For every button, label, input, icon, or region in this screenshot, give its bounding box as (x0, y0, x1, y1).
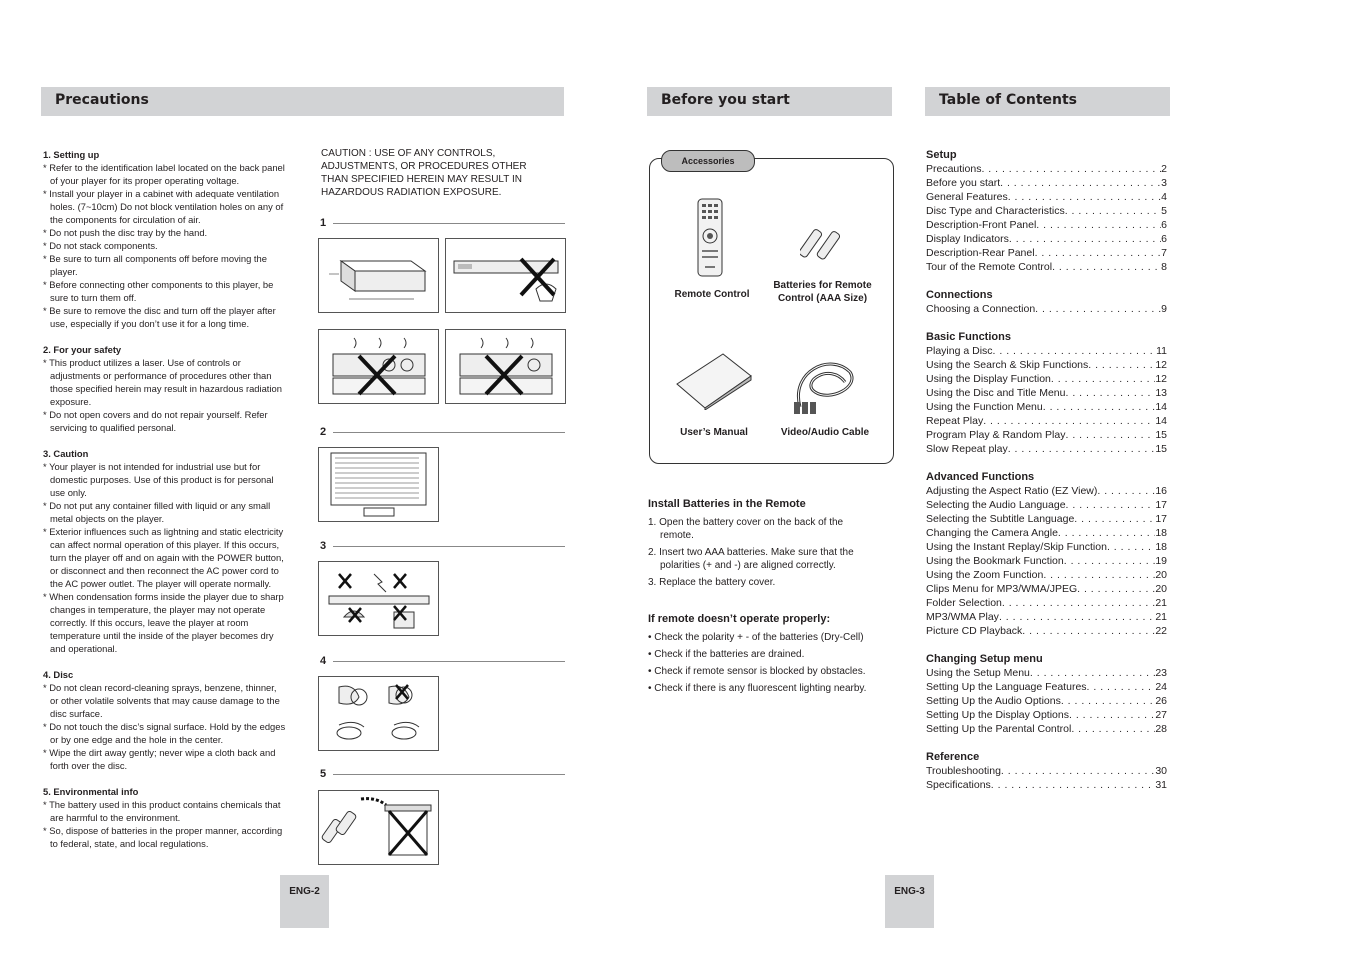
users-manual-label: User’s Manual (680, 427, 748, 438)
toc-entry-page: 6 (1161, 219, 1167, 231)
toc-entry-page: 14 (1155, 415, 1167, 427)
page-number-left (280, 875, 329, 928)
toc-entry-page: 18 (1155, 527, 1167, 539)
remote-checks-list (648, 631, 883, 699)
toc-entry-title: Playing a Disc (926, 345, 993, 357)
exterior-influences-illustration (318, 561, 439, 636)
install-step: 2. Insert two AAA batteries. Make sure that the polarities (+ and -) are aligned correctly. (648, 547, 854, 571)
toc-entry[interactable] (926, 246, 1167, 260)
toc-entry[interactable] (926, 680, 1167, 694)
toc-entry[interactable] (926, 540, 1167, 554)
precautions-header (41, 87, 564, 116)
toc-entry-title: Precautions (926, 163, 982, 175)
toc-entry[interactable] (926, 526, 1167, 540)
toc-dot-leader (1071, 722, 1155, 736)
precaution-item: * So, dispose of batteries in the proper manner, according to federal, state, and local regulations. (43, 825, 283, 849)
toc-entry-title: Slow Repeat play (926, 443, 1008, 455)
remote-check-item: • Check if remote sensor is blocked by obstacles. (648, 666, 866, 677)
toc-entry-page: 27 (1155, 709, 1167, 721)
page-number-right-text: ENG-3 (894, 886, 925, 897)
toc-entry-title: Selecting the Subtitle Language (926, 513, 1075, 525)
toc-dot-leader (1061, 694, 1155, 708)
toc-entry-title: Clips Menu for MP3/WMA/JPEG (926, 583, 1078, 595)
toc-entry-title: Setting Up the Language Features (926, 681, 1087, 693)
toc-entry-page: 21 (1155, 597, 1167, 609)
cabinet-ventilation-illustration (318, 238, 439, 313)
disc-handling-illustration (318, 676, 439, 751)
toc-entry[interactable] (926, 582, 1167, 596)
stacking-prohibited-illustration (318, 329, 439, 404)
toc-entry[interactable] (926, 260, 1167, 274)
toc-section-heading: Advanced Functions (926, 471, 1035, 483)
toc-entry-page: 23 (1155, 667, 1167, 679)
toc-entry-page: 20 (1155, 583, 1167, 595)
toc-entry-page: 31 (1155, 779, 1167, 791)
precaution-item: * When condensation forms inside the player due to sharp changes in temperature, the player may not operate correctly. If this occurs, leave the player at room temperature until the inside of the player becomes dry and operational. (43, 591, 284, 654)
precaution-item: * Exterior influences such as lightning and static electricity can affect normal operation of this player. If this occurs, turn the player off and on again with the POWER button, or disconnect and then reconnect the AC power cord to the AC power outlet. The player will operate normally. (43, 526, 284, 589)
toc-entry-title: Setting Up the Display Options (926, 709, 1069, 721)
remote-check-item: • Check the polarity + - of the batteries (Dry-Cell) (648, 632, 864, 643)
toc-entry-title: Before you start (926, 177, 1001, 189)
toc-entry-title: Description-Rear Panel (926, 247, 1035, 259)
install-steps-list (648, 516, 873, 593)
toc-entry[interactable] (926, 722, 1167, 736)
toc-dot-leader (1008, 190, 1161, 204)
toc-entry[interactable] (926, 568, 1167, 582)
toc-dot-leader (1087, 680, 1156, 694)
toc-dot-leader (1035, 302, 1161, 316)
page-number-left-text: ENG-2 (289, 886, 320, 897)
batteries-label: Batteries for Remote Control (AAA Size) (773, 280, 872, 304)
toc-entry[interactable] (926, 778, 1167, 792)
toc-dot-leader (1097, 484, 1155, 498)
toc-dot-leader (1069, 708, 1155, 722)
toc-entry[interactable] (926, 708, 1167, 722)
toc-entry-page: 20 (1155, 569, 1167, 581)
precaution-item: * Install your player in a cabinet with adequate ventilation holes. (7~10cm) Do not block ventilation holes on any of the components for circulation of air. (43, 188, 284, 225)
toc-entry-title: Choosing a Connection (926, 303, 1036, 315)
toc-entry[interactable] (926, 344, 1167, 358)
toc-dot-leader (1077, 582, 1155, 596)
toc-dot-leader (1052, 260, 1161, 274)
accessories-tab: Accessories (661, 150, 755, 172)
battery-disposal-illustration (318, 790, 439, 865)
toc-dot-leader (1064, 554, 1156, 568)
toc-entry-title: Repeat Play (926, 415, 984, 427)
precaution-section-title: 2. For your safety (43, 344, 122, 355)
toc-dot-leader (1065, 386, 1155, 400)
toc-dot-leader (1058, 526, 1155, 540)
precaution-item: * Do not open covers and do not repair yourself. Refer servicing to qualified personal. (43, 409, 268, 433)
precaution-section-title: 5. Environmental info (43, 786, 139, 797)
toc-entry[interactable] (926, 414, 1167, 428)
toc-entry-page: 15 (1155, 443, 1167, 455)
toc-section-heading: Connections (926, 289, 993, 301)
toc-dot-leader (1043, 400, 1156, 414)
precaution-item: * The battery used in this product contains chemicals that are harmful to the environment. (43, 799, 281, 823)
toc-dot-leader (993, 344, 1157, 358)
toc-entry-page: 17 (1155, 513, 1167, 525)
toc-entry[interactable] (926, 610, 1167, 624)
toc-entry[interactable] (926, 400, 1167, 414)
stacking-prohibited-illustration (445, 329, 566, 404)
precaution-item: * Before connecting other components to this player, be sure to turn them off. (43, 279, 274, 303)
toc-entry[interactable] (926, 512, 1167, 526)
precaution-section-title: 3. Caution (43, 448, 89, 459)
toc-entry-page: 5 (1161, 205, 1167, 217)
toc-entry[interactable] (926, 218, 1167, 232)
toc-entry[interactable] (926, 764, 1167, 778)
toc-dot-leader (1074, 512, 1155, 526)
toc-entry[interactable] (926, 694, 1167, 708)
precaution-item: * This product utilizes a laser. Use of controls or adjustments or performance of procedures other than those specified herein may result in hazardous radiation exposure. (43, 357, 282, 407)
toc-dot-leader (991, 778, 1156, 792)
toc-entry-title: Using the Instant Replay/Skip Function (926, 541, 1107, 553)
toc-entry-title: Disc Type and Characteristics (926, 205, 1065, 217)
precaution-item: * Be sure to remove the disc and turn off the player after use, especially if you don’t use it for a long time. (43, 305, 276, 329)
toc-dot-leader (1001, 764, 1155, 778)
toc-dot-leader (1107, 540, 1155, 554)
figure-number-4: 4 (320, 655, 327, 667)
precaution-item: * Do not touch the disc’s signal surface. Hold by the edges or by one edge and the hole in the center. (43, 721, 286, 745)
toc-entry-page: 7 (1161, 247, 1167, 259)
figure-number-3: 3 (320, 540, 327, 552)
toc-entry-page: 21 (1155, 611, 1167, 623)
figure-divider (333, 546, 565, 547)
toc-entry[interactable] (926, 190, 1167, 204)
install-step: 3. Replace the battery cover. (648, 577, 776, 588)
remote-check-item: • Check if the batteries are drained. (648, 649, 805, 660)
toc-entry[interactable] (926, 442, 1167, 456)
toc-entry-page: 24 (1155, 681, 1167, 693)
toc-entry-title: Setting Up the Audio Options (926, 695, 1061, 707)
accessories-panel (649, 158, 894, 464)
precaution-item: * Wipe the dirt away gently; never wipe a cloth back and forth over the disc. (43, 747, 276, 771)
toc-entry[interactable] (926, 372, 1167, 386)
toc-entry-page: 14 (1155, 401, 1167, 413)
toc-entry-page: 9 (1161, 303, 1167, 315)
toc-entry-title: Using the Setup Menu (926, 667, 1030, 679)
toc-entry[interactable] (926, 232, 1167, 246)
toc-dot-leader (1088, 358, 1155, 372)
toc-entry-title: Description-Front Panel (926, 219, 1037, 231)
precaution-item: * Do not push the disc tray by the hand. (43, 227, 208, 238)
remote-control-image (696, 198, 726, 278)
before-you-start-title: Before you start (661, 92, 790, 108)
toc-entry-page: 17 (1155, 499, 1167, 511)
toc-entry-title: Picture CD Playback (926, 625, 1023, 637)
toc-entry-title: Changing the Camera Angle (926, 527, 1058, 539)
figure-divider (333, 432, 565, 433)
figure-number-5: 5 (320, 768, 327, 780)
batteries-image (800, 224, 845, 266)
toc-entry-page: 12 (1155, 359, 1167, 371)
toc-entry-title: Program Play & Random Play (926, 429, 1066, 441)
toc-entry-page: 12 (1155, 373, 1167, 385)
toc-dot-leader (1036, 218, 1161, 232)
toc-entry[interactable] (926, 624, 1167, 638)
toc-dot-leader (1066, 498, 1156, 512)
toc-dot-leader (983, 414, 1155, 428)
toc-section-heading: Basic Functions (926, 331, 1011, 343)
toc-entry-title: Display Indicators (926, 233, 1009, 245)
precaution-item: * Your player is not intended for industrial use but for domestic purposes. Use of this product is for personal use only. (43, 461, 274, 498)
toc-entry[interactable] (926, 176, 1167, 190)
toc-dot-leader (1065, 204, 1161, 218)
install-batteries-heading: Install Batteries in the Remote (648, 498, 806, 510)
precaution-item: * Do not put any container filled with liquid or any small metal objects on the player. (43, 500, 271, 524)
toc-entry-page: 30 (1155, 765, 1167, 777)
before-you-start-header (647, 87, 892, 116)
toc-entry-page: 13 (1155, 387, 1167, 399)
figure-divider (333, 774, 565, 775)
toc-dot-leader (1009, 232, 1161, 246)
toc-entry-page: 26 (1155, 695, 1167, 707)
toc-entry-page: 4 (1161, 191, 1167, 203)
toc-entry-title: Specifications (926, 779, 991, 791)
figure-divider (333, 661, 565, 662)
toc-entry[interactable] (926, 358, 1167, 372)
toc-entry-title: Folder Selection (926, 597, 1002, 609)
toc-entry-page: 19 (1155, 555, 1167, 567)
toc-dot-leader (1022, 624, 1155, 638)
install-step: 1. Open the battery cover on the back of the remote. (648, 517, 844, 541)
video-audio-cable-image (790, 352, 860, 417)
toc-entry-title: Adjusting the Aspect Ratio (EZ View) (926, 485, 1098, 497)
figure-number-2: 2 (320, 426, 327, 438)
toc-section-heading: Changing Setup menu (926, 653, 1043, 665)
push-tray-prohibited-illustration (445, 238, 566, 313)
toc-dot-leader (1051, 372, 1155, 386)
toc-entry-title: Using the Search & Skip Functions (926, 359, 1089, 371)
table-of-contents (926, 148, 1167, 792)
page-number-right (885, 875, 934, 928)
toc-entry-title: Using the Bookmark Function (926, 555, 1064, 567)
toc-entry[interactable] (926, 162, 1167, 176)
laser-warning-label-illustration (318, 447, 439, 522)
precaution-item: * Do not clean record-cleaning sprays, benzene, thinner, or other volatile solvents that may cause damage to the disc surface. (43, 682, 280, 719)
precaution-section-title: 4. Disc (43, 669, 74, 680)
toc-dot-leader (1008, 442, 1156, 456)
toc-entry-title: Setting Up the Parental Control (926, 723, 1072, 735)
toc-entry-title: Troubleshooting (926, 765, 1001, 777)
toc-entry-page: 3 (1161, 177, 1167, 189)
toc-entry-title: Using the Zoom Function (926, 569, 1044, 581)
toc-entry-page: 2 (1161, 163, 1167, 175)
precaution-item: * Do not stack components. (43, 240, 158, 251)
toc-entry[interactable] (926, 428, 1167, 442)
video-audio-cable-label: Video/Audio Cable (780, 427, 870, 438)
toc-entry[interactable] (926, 554, 1167, 568)
users-manual-image (675, 352, 753, 410)
toc-section-heading: Setup (926, 149, 957, 161)
remote-check-item: • Check if there is any fluorescent lighting nearby. (648, 683, 867, 694)
remote-trouble-heading: If remote doesn’t operate properly: (648, 613, 831, 625)
toc-dot-leader (1030, 666, 1155, 680)
toc-entry-title: MP3/WMA Play (926, 611, 999, 623)
precautions-text (43, 148, 287, 863)
toc-dot-leader (1043, 568, 1155, 582)
toc-entry[interactable] (926, 386, 1167, 400)
toc-entry-page: 8 (1161, 261, 1167, 273)
precaution-item: * Refer to the identification label located on the back panel of your player for its proper operating voltage. (43, 162, 285, 186)
toc-entry-title: General Features (926, 191, 1008, 203)
remote-control-label: Remote Control (674, 289, 750, 300)
toc-title: Table of Contents (939, 92, 1078, 108)
toc-entry-title: Using the Disc and Title Menu (926, 387, 1066, 399)
toc-dot-leader (999, 610, 1155, 624)
toc-entry[interactable] (926, 666, 1167, 680)
caution-text: CAUTION : USE OF ANY CONTROLS, ADJUSTMENTS, OR PROCEDURES OTHER THAN SPECIFIED HEREIN MAY RESULT IN HAZARDOUS RADIATION EXPOSURE. (321, 148, 527, 198)
toc-entry[interactable] (926, 484, 1167, 498)
toc-entry-page: 28 (1155, 723, 1167, 735)
toc-entry-title: Selecting the Audio Language (926, 499, 1066, 511)
precautions-title: Precautions (55, 92, 149, 108)
precaution-item: * Be sure to turn all components off before moving the player. (43, 253, 267, 277)
toc-entry-page: 16 (1155, 485, 1167, 497)
toc-entry-page: 6 (1161, 233, 1167, 245)
toc-entry[interactable] (926, 596, 1167, 610)
figure-number-1: 1 (320, 217, 327, 229)
toc-dot-leader (1000, 176, 1161, 190)
toc-entry-page: 15 (1155, 429, 1167, 441)
toc-section-heading: Reference (926, 751, 980, 763)
toc-dot-leader (1002, 596, 1155, 610)
toc-entry-title: Using the Display Function (926, 373, 1051, 385)
toc-dot-leader (981, 162, 1161, 176)
figure-divider (333, 223, 565, 224)
toc-entry[interactable] (926, 204, 1167, 218)
toc-entry-page: 11 (1156, 345, 1167, 357)
toc-entry[interactable] (926, 302, 1167, 316)
toc-entry-title: Tour of the Remote Control (926, 261, 1053, 273)
toc-entry-page: 22 (1155, 625, 1167, 637)
toc-dot-leader (1035, 246, 1162, 260)
toc-header (925, 87, 1170, 116)
toc-entry-page: 18 (1155, 541, 1167, 553)
toc-entry[interactable] (926, 498, 1167, 512)
precaution-section-title: 1. Setting up (43, 149, 100, 160)
toc-entry-title: Using the Function Menu (926, 401, 1043, 413)
toc-dot-leader (1065, 428, 1155, 442)
